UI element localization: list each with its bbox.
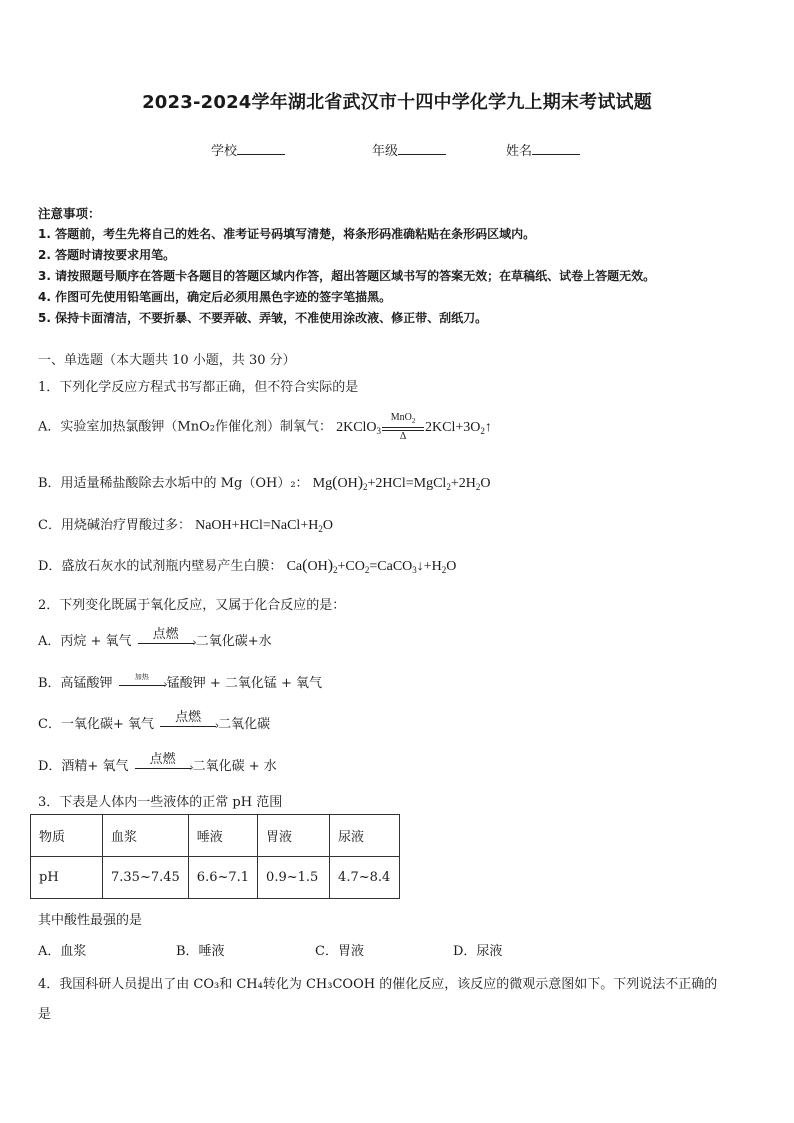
table-cell: 7.35~7.45 [103,857,189,899]
equation: $Mg(OH)_2+2HCl=MgCl_2+2H_2O$ [312,474,491,492]
question-1-stem: 1．下列化学反应方程式书写都正确，但不符合实际的是 [38,380,359,395]
name-blank [532,142,580,155]
reaction-arrow: 点燃 › [138,639,194,644]
notice-item: 2. 答题时请按要求用笔。 [38,248,176,262]
question-2-option-c: C．一氧化碳+ 氧气 点燃 › 二氧化碳 [38,710,271,732]
table-cell: 物质 [31,815,103,857]
question-1-option-d: D．盛放石灰水的试剂瓶内壁易产生白膜： $Ca(OH)_2+CO_2=CaCO_3↓+H_2O$ [38,557,457,575]
notice-heading: 注意事项： [38,206,101,221]
question-3-choice-c: C．胃液 [315,944,364,959]
table-cell: 尿液 [330,815,400,857]
equation: 2KClO$_3$ MnO$_2$ Δ $2KCl+3O_2↑$ [336,412,492,442]
question-2-option-d: D．酒精+ 氧气 点燃 › 二氧化碳 + 水 [38,752,277,774]
notice-item: 3. 请按照题号顺序在答题卡各题目的答题区域内作答，超出答题区域书写的答案无效；在草稿纸、试卷上答题无效。 [38,269,656,283]
name-field [506,140,580,159]
table-cell: 6.6~7.1 [188,857,257,899]
question-4-stem: 4．我国科研人员提出了由 CO₃和 CH₄转化为 CH₃COOH 的催化反应，该反应的微观示意图如下。下列说法不正确的 [38,977,718,992]
reaction-condition: MnO$_2$ Δ [382,412,424,443]
table-cell: pH [31,857,103,899]
reaction-arrow: 加热 › [119,681,165,686]
question-1-option-a: A．实验室加热氯酸钾（MnO₂作催化剂）制氧气： 2KClO$_3$ MnO$_2$ Δ $2KCl+3O_2↑$ [38,412,492,442]
question-2-stem: 2．下列变化既属于氧化反应，又属于化合反应的是： [38,598,346,613]
question-1-option-b: B．用适量稀盐酸除去水垢中的 Mg（OH）₂： $Mg(OH)_2+2HCl=MgCl_2+2H_2O$ [38,474,491,492]
table-row [31,857,400,899]
school-blank [237,142,285,155]
table-cell: 血浆 [103,815,189,857]
page-title: 2023-2024学年湖北省武汉市十四中学化学九上期末考试试题 [142,92,652,113]
notice-item: 1. 答题前，考生先将自己的姓名、准考证号码填写清楚，将条形码准确粘贴在条形码区域内。 [38,227,536,241]
question-3-choice-b: B．唾液 [176,944,225,959]
grade-label: 年级 [372,144,399,159]
question-3-choice-d: D．尿液 [453,944,503,959]
table-cell: 胃液 [258,815,330,857]
question-2-option-a: A．丙烷 + 氧气 点燃 › 二氧化碳+水 [38,627,272,649]
reaction-arrow: 点燃 › [135,764,191,769]
grade-blank [398,142,446,155]
name-label: 姓名 [506,144,533,159]
question-3-stem: 3．下表是人体内一些液体的正常 pH 范围 [38,795,283,810]
school-label: 学校 [211,144,238,159]
section-title: 一、单选题（本大题共 10 小题，共 30 分） [38,353,296,368]
table-header-row [31,815,400,857]
question-4-stem-cont: 是 [38,1007,52,1022]
question-3-follow: 其中酸性最强的是 [38,913,143,928]
table-cell: 唾液 [188,815,257,857]
table-cell: 0.9~1.5 [258,857,330,899]
reaction-arrow: 点燃 › [160,722,216,727]
ph-table [30,814,400,899]
question-3-choice-a: A．血浆 [38,944,87,959]
question-2-option-b: B．高锰酸钾 加热 › 锰酸钾 + 二氧化锰 + 氧气 [38,673,323,691]
grade-field [372,140,446,159]
table-cell: 4.7~8.4 [330,857,400,899]
notice-item: 5. 保持卡面清洁，不要折暴、不要弄破、弄皱，不准使用涂改液、修正带、刮纸刀。 [38,311,488,325]
school-field [211,140,285,159]
question-1-option-c: C．用烧碱治疗胃酸过多： $NaOH+HCl=NaCl+H_2O$ [38,518,333,534]
equation: $NaOH+HCl=NaCl+H_2O$ [195,518,333,534]
equation: $Ca(OH)_2+CO_2=CaCO_3↓+H_2O$ [286,557,457,575]
notice-item: 4. 作图可先使用铅笔画出，确定后必须用黑色字迹的签字笔描黑。 [38,290,392,304]
